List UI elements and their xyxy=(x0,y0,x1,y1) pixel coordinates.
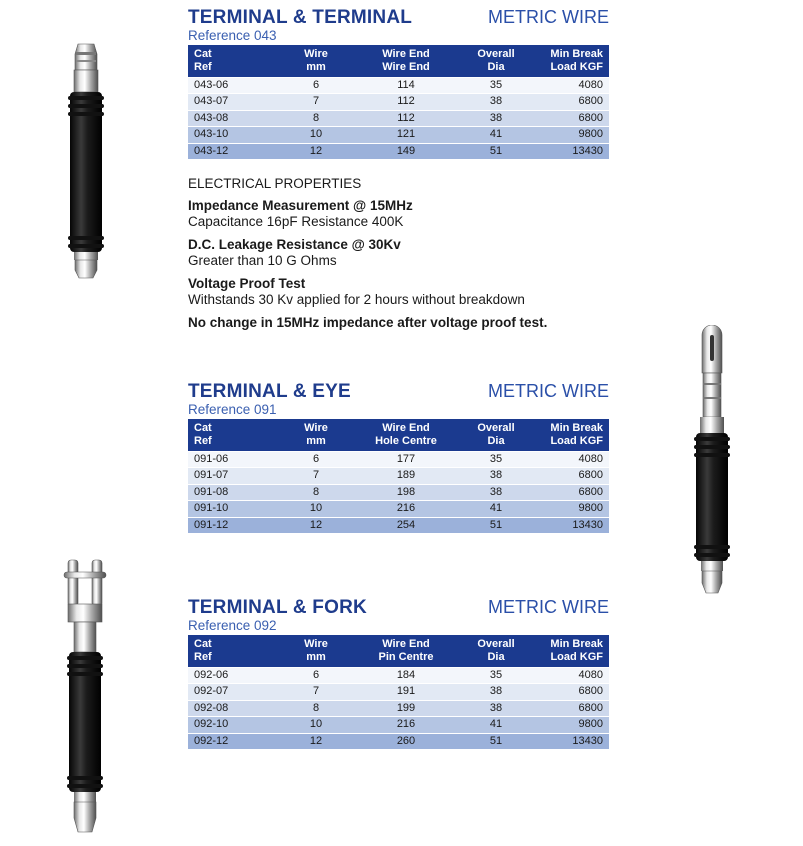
table-cell: 092-07 xyxy=(188,684,276,700)
table-cell: 216 xyxy=(356,717,456,733)
table-cell: 043-08 xyxy=(188,110,276,126)
table-row xyxy=(188,94,609,110)
table-cell: 38 xyxy=(456,468,536,484)
table-header-row xyxy=(188,45,609,78)
header-end: Wire End Pin Centre xyxy=(378,638,434,663)
leakage-title: D.C. Leakage Resistance @ 30Kv xyxy=(188,237,401,252)
table-cell: 38 xyxy=(456,94,536,110)
table-cell: 38 xyxy=(456,684,536,700)
table-cell: 35 xyxy=(456,78,536,94)
header-overall-dia: Overall Dia xyxy=(477,638,515,663)
table-cell: 149 xyxy=(356,143,456,159)
table-cell: 199 xyxy=(356,700,456,716)
spec-table xyxy=(188,419,609,533)
table-cell: 254 xyxy=(356,517,456,533)
table-cell: 6800 xyxy=(536,684,609,700)
header-min-break-load: Min Break Load KGF xyxy=(550,48,603,73)
electrical-properties-title: ELECTRICAL PROPERTIES xyxy=(188,176,362,191)
header-min-break-load: Min Break Load KGF xyxy=(550,638,603,663)
impedance-block xyxy=(188,198,608,230)
table-row xyxy=(188,733,609,749)
table-cell: 12 xyxy=(276,733,356,749)
table-cell: 091-08 xyxy=(188,484,276,500)
table-cell: 114 xyxy=(356,78,456,94)
table-cell: 41 xyxy=(456,717,536,733)
leakage-text: Greater than 10 G Ohms xyxy=(188,253,337,268)
table-cell: 6800 xyxy=(536,468,609,484)
table-cell: 10 xyxy=(276,127,356,143)
table-cell: 4080 xyxy=(536,668,609,684)
table-cell: 9800 xyxy=(536,717,609,733)
table-cell: 092-10 xyxy=(188,717,276,733)
table-row xyxy=(188,452,609,468)
header-wire: Wire mm xyxy=(304,638,328,663)
proof-note: No change in 15MHz impedance after voltage proof test. xyxy=(188,315,548,330)
section-title: TERMINAL & FORK xyxy=(188,597,367,618)
header-cat-ref: Cat Ref xyxy=(194,638,212,663)
leakage-block xyxy=(188,237,608,269)
section-reference: Reference 091 xyxy=(188,402,277,417)
table-row xyxy=(188,517,609,533)
table-row xyxy=(188,501,609,517)
table-cell: 7 xyxy=(276,94,356,110)
table-cell: 091-07 xyxy=(188,468,276,484)
section-title: TERMINAL & TERMINAL xyxy=(188,7,413,28)
table-cell: 092-06 xyxy=(188,668,276,684)
header-min-break-load: Min Break Load KGF xyxy=(550,422,603,447)
table-cell: 41 xyxy=(456,127,536,143)
table-cell: 191 xyxy=(356,684,456,700)
table-row xyxy=(188,127,609,143)
spec-table xyxy=(188,635,609,749)
section-terminal-eye xyxy=(188,381,609,533)
table-cell: 35 xyxy=(456,668,536,684)
table-cell: 6 xyxy=(276,668,356,684)
section-reference: Reference 092 xyxy=(188,618,277,633)
table-cell: 13430 xyxy=(536,733,609,749)
table-cell: 043-10 xyxy=(188,127,276,143)
header-end: Wire End Hole Centre xyxy=(375,422,437,447)
table-cell: 043-06 xyxy=(188,78,276,94)
table-header-row xyxy=(188,635,609,668)
table-cell: 216 xyxy=(356,501,456,517)
table-cell: 189 xyxy=(356,468,456,484)
table-cell: 38 xyxy=(456,110,536,126)
terminal-fork-image xyxy=(60,556,110,838)
table-cell: 112 xyxy=(356,94,456,110)
impedance-title: Impedance Measurement @ 15MHz xyxy=(188,198,413,213)
impedance-text: Capacitance 16pF Resistance 400K xyxy=(188,214,404,229)
table-cell: 8 xyxy=(276,484,356,500)
metric-wire-label: METRIC WIRE xyxy=(488,597,609,617)
header-end: Wire End Wire End xyxy=(382,48,430,73)
table-cell: 9800 xyxy=(536,127,609,143)
table-cell: 35 xyxy=(456,452,536,468)
table-cell: 10 xyxy=(276,717,356,733)
header-cat-ref: Cat Ref xyxy=(194,48,212,73)
table-cell: 6 xyxy=(276,78,356,94)
table-cell: 177 xyxy=(356,452,456,468)
terminal-eye-image xyxy=(690,325,734,600)
electrical-properties xyxy=(188,176,608,331)
table-row xyxy=(188,110,609,126)
table-cell: 6800 xyxy=(536,700,609,716)
table-row xyxy=(188,143,609,159)
table-cell: 112 xyxy=(356,110,456,126)
table-row xyxy=(188,668,609,684)
table-cell: 091-06 xyxy=(188,452,276,468)
section-reference: Reference 043 xyxy=(188,28,277,43)
table-cell: 121 xyxy=(356,127,456,143)
table-cell: 10 xyxy=(276,501,356,517)
table-cell: 9800 xyxy=(536,501,609,517)
table-cell: 12 xyxy=(276,517,356,533)
table-cell: 38 xyxy=(456,484,536,500)
table-cell: 41 xyxy=(456,501,536,517)
table-cell: 091-10 xyxy=(188,501,276,517)
table-cell: 8 xyxy=(276,700,356,716)
table-row xyxy=(188,717,609,733)
table-cell: 51 xyxy=(456,143,536,159)
table-cell: 043-07 xyxy=(188,94,276,110)
table-cell: 6800 xyxy=(536,110,609,126)
table-row xyxy=(188,78,609,94)
table-cell: 6 xyxy=(276,452,356,468)
table-cell: 38 xyxy=(456,700,536,716)
table-row xyxy=(188,484,609,500)
proof-block xyxy=(188,276,608,308)
table-header-row xyxy=(188,419,609,452)
header-cat-ref: Cat Ref xyxy=(194,422,212,447)
spec-table xyxy=(188,45,609,159)
header-wire: Wire mm xyxy=(304,48,328,73)
metric-wire-label: METRIC WIRE xyxy=(488,7,609,27)
table-row xyxy=(188,468,609,484)
header-wire: Wire mm xyxy=(304,422,328,447)
table-row xyxy=(188,700,609,716)
table-row xyxy=(188,684,609,700)
metric-wire-label: METRIC WIRE xyxy=(488,381,609,401)
table-cell: 184 xyxy=(356,668,456,684)
header-overall-dia: Overall Dia xyxy=(477,48,515,73)
table-cell: 7 xyxy=(276,468,356,484)
section-title: TERMINAL & EYE xyxy=(188,381,351,402)
table-cell: 198 xyxy=(356,484,456,500)
table-cell: 13430 xyxy=(536,517,609,533)
table-cell: 091-12 xyxy=(188,517,276,533)
section-terminal-terminal xyxy=(188,7,609,159)
table-cell: 043-12 xyxy=(188,143,276,159)
terminal-terminal-image xyxy=(64,40,108,280)
table-cell: 092-08 xyxy=(188,700,276,716)
table-cell: 12 xyxy=(276,143,356,159)
table-cell: 4080 xyxy=(536,78,609,94)
table-cell: 7 xyxy=(276,684,356,700)
table-cell: 51 xyxy=(456,517,536,533)
header-overall-dia: Overall Dia xyxy=(477,422,515,447)
proof-title: Voltage Proof Test xyxy=(188,276,306,291)
table-cell: 4080 xyxy=(536,452,609,468)
table-cell: 6800 xyxy=(536,484,609,500)
table-cell: 8 xyxy=(276,110,356,126)
section-terminal-fork xyxy=(188,597,609,749)
table-cell: 6800 xyxy=(536,94,609,110)
proof-text: Withstands 30 Kv applied for 2 hours without breakdown xyxy=(188,292,525,307)
table-cell: 092-12 xyxy=(188,733,276,749)
table-cell: 260 xyxy=(356,733,456,749)
table-cell: 13430 xyxy=(536,143,609,159)
table-cell: 51 xyxy=(456,733,536,749)
